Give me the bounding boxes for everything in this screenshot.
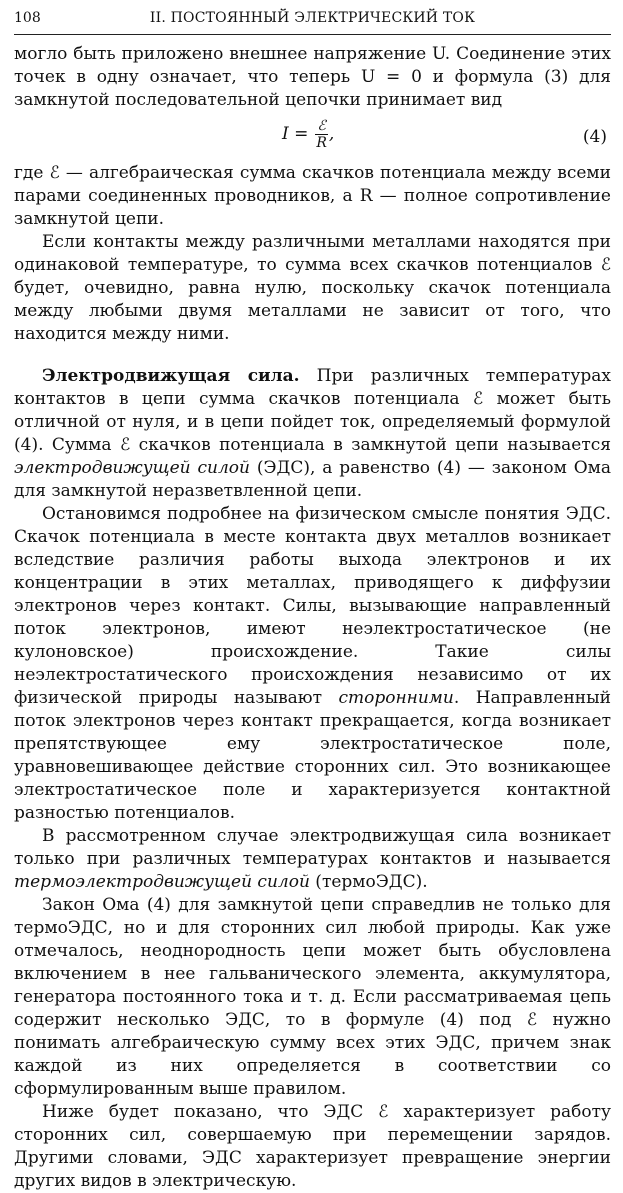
body-text bbox=[14, 43, 611, 1193]
paragraph-thermo-emf-part-a: В рассмотренном случае электродвижущая сила возникает только при различных температурах контактов и называется bbox=[14, 826, 611, 869]
paragraph-ohm-law-general: Закон Ома (4) для замкнутой цепи справедлив не только для термоЭДС, но и для сторонних сил любой природы. Как уже отмечалось, неоднородность цепи может быть обусловлена включением в нее гальванического элемента, аккумулятора, генератора постоянного тока и т. д. Если рассматриваемая цепь содержит несколько ЭДС, то в формуле (4) под ℰ нужно понимать алгебраическую сумму всех этих ЭДС, причем знак каждой из них определяется в соответствии со сформулированным выше правилом. bbox=[14, 895, 611, 1099]
intro-paragraph: могло быть приложено внешнее напряжение U. Соединение этих точек в одну означает, что теперь U = 0 и формула (3) для замкнутой последовательной цепочки принимает вид bbox=[14, 44, 611, 110]
paragraph-emf-section-part-b: (ЭДС), а равенство (4) — законом Ома для замкнутой неразветвленной цепи. bbox=[14, 458, 611, 501]
formula-fraction bbox=[314, 118, 329, 151]
paragraph-thermo-emf bbox=[14, 825, 611, 894]
formula-expression bbox=[282, 118, 334, 151]
paragraph-physical-meaning bbox=[14, 503, 611, 825]
formula-lhs: I = bbox=[282, 124, 309, 144]
formula-numerator: ℰ bbox=[317, 118, 326, 134]
paragraph-emf-section bbox=[14, 365, 611, 503]
running-header bbox=[14, 8, 611, 35]
book-page bbox=[14, 8, 611, 1193]
paragraph-emf-definition: где ℰ — алгебраическая сумма скачков потенциала между всеми парами соединенных проводников, а R — полное сопротивление замкнутой цепи. bbox=[14, 163, 611, 229]
paragraph-physical-meaning-part-b: . Направленный поток электронов через контакт прекращается, когда возникает препятствующее ему электростатическое поле, уравновешивающее действие сторонних сил. Это возникающее электростатическое поле и характеризуется контактной разностью потенциалов. bbox=[14, 688, 611, 823]
paragraph-physical-meaning-part-a: Остановимся подробнее на физическом смысле понятия ЭДС. Скачок потенциала в месте контакта двух металлов возникает вследствие различия работы выхода электронов и их концентрации в этих металлах, приводящего к диффузии электронов через контакт. Силы, вызывающие направленный поток электронов, имеют неэлектростатическое (не кулоновское) происхождение. Такие силы неэлектростатического происхождения независимо от их физической природы называют bbox=[14, 504, 611, 708]
paragraph-thermo-emf-part-b: (термоЭДС). bbox=[309, 872, 428, 892]
term-external-forces: сторонними bbox=[338, 688, 454, 708]
chapter-title: II. ПОСТОЯННЫЙ ЭЛЕКТРИЧЕСКИЙ ТОК bbox=[149, 10, 476, 26]
page-number: 108 bbox=[14, 10, 41, 26]
formula-tail: , bbox=[328, 124, 335, 144]
term-emf: электродвижущей силой bbox=[14, 458, 250, 478]
section-title: Электродвижущая сила. bbox=[42, 366, 300, 386]
term-thermo-emf: термоэлектродвижущей силой bbox=[14, 872, 310, 892]
paragraph-emf-work: Ниже будет показано, что ЭДС ℰ характеризует работу сторонних сил, совершаемую при перемещении зарядов. Другими словами, ЭДС характеризует превращение энергии других видов в электрическую. bbox=[14, 1102, 611, 1191]
paragraph-emf-section-part-a: При различных температурах контактов в цепи сумма скачков потенциала ℰ может быть отличной от нуля, и в цепи пойдет ток, определяемый формулой (4). Сумма ℰ скачков потенциала в замкнутой цепи называется bbox=[14, 366, 611, 455]
paragraph-equal-temperature: Если контакты между различными металлами находятся при одинаковой температуре, то сумма всех скачков потенциалов ℰ будет, очевидно, равна нулю, поскольку скачок потенциала между любыми двумя металлами не зависит от того, что находится между ними. bbox=[14, 232, 611, 344]
formula-denominator: R bbox=[316, 135, 327, 151]
formula-ohm-closed-circuit bbox=[14, 114, 611, 158]
formula-label: (4) bbox=[582, 127, 607, 147]
